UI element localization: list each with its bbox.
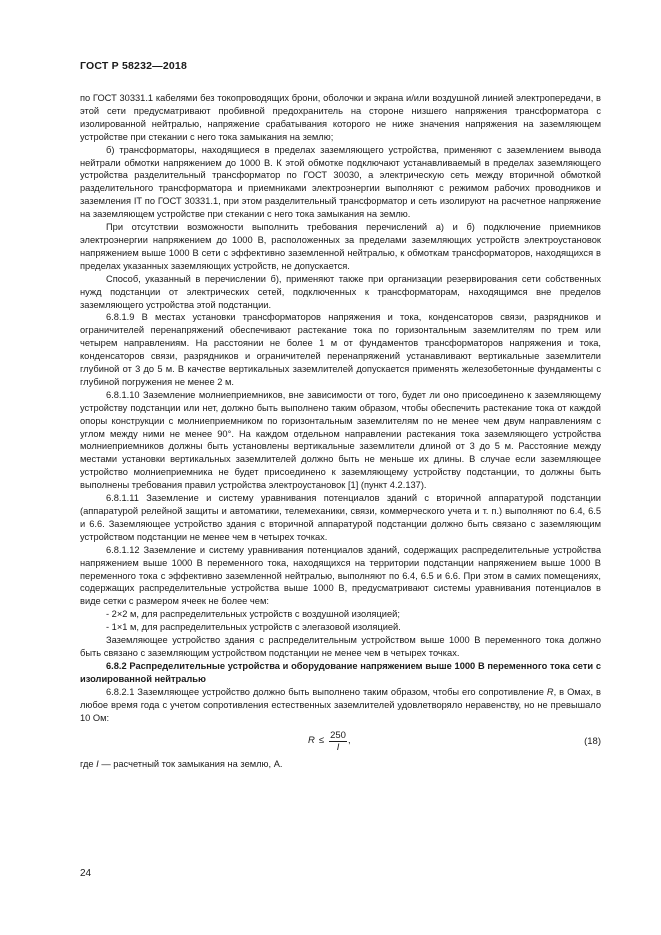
paragraph: Способ, указанный в перечислении б), применяют также при организации резервирования сети собственных нужд подстанции от электрических сетей, подключенных к трансформаторам, находящимся вне пределов заземляющего устройства этой подстанции.	[80, 273, 601, 310]
formula-lhs: R	[308, 735, 315, 747]
where-text: — расчетный ток замыкания на землю, А.	[98, 759, 283, 770]
page-body	[80, 92, 601, 771]
page-number: 24	[80, 868, 92, 879]
paragraph: 6.8.1.9 В местах установки трансформаторов напряжения и тока, конденсаторов связи, разрядников и ограничителей перенапряжений обеспечивают растекание тока по горизонтальным заземлителям по трем или четырем направлениям. На расстоянии не более 1 м от фундаментов трансформаторов напряжения и тока, конденсаторов связи, разрядников и ограничителей перенапряжений устанавливают вертикальные заземлители глубиной от 3 до 5 м. В качестве вертикальных заземлителей допускается применять железобетонные фундаменты с глубиной погружения не менее 2 м.	[80, 312, 601, 387]
paragraph: 6.8.1.12 Заземление и систему уравнивания потенциалов зданий, содержащих распределительные устройства напряжением выше 1000 В переменного тока, находящихся на территории подстанции напряжением выше 1000 В переменного тока с эффективно заземленной нейтралью, выполняют по 6.4, 6.5 и 6.6. При этом в самих помещениях, содержащих распределительные устройства выше 1000 В, предусматривают системы уравнивания потенциалов в виде сетки с размером ячеек не более чем:	[80, 544, 601, 607]
paragraph: - 1×1 м, для распределительных устройств с элегазовой изоляцией.	[106, 622, 401, 633]
variable-r: R	[546, 686, 554, 697]
paragraph: 6.8.1.11 Заземление и систему уравнивания потенциалов зданий с вторичной аппаратурой подстанции (аппаратурой релейной защиты и автоматики, телемеханики, связи, коммерческого учета и т. п.) выполняют по 6.4, 6.5 и 6.6. Заземляющее устройство здания с вторичной аппаратурой подстанции должно быть связано с заземляющим устройством подстанции не менее чем в четырех точках.	[80, 493, 601, 542]
paragraph: 6.8.1.10 Заземление молниеприемников, вне зависимости от того, будет ли оно присоединено к заземляющему устройству подстанции или нет, должно быть выполнено таким образом, чтобы обеспечить растекание тока от каждой опоры конструкции с молниеприемником по горизонтальным заземлителям по не менее чем двум направлениям с углом между ними не менее 90°. На каждом отдельном направлении растекания тока заземляющего устройства молниеприемников должны быть установлены вертикальные заземлители длиной от 3 до 5 м. Расстояние между местами установки вертикальных заземлителей должно быть не меньше их длины. В случае если заземляющее устройство молниеприемника не будет присоединено к заземляющему устройству подстанции, то должны быть выполнены требования правил устройства электроустановок [1] (пункт 4.2.137).	[80, 389, 601, 491]
paragraph-text-after: , в Омах, в любое время года с учетом сопротивления естественных заземлителей удовлетворяло неравенству, но не превышало 10 Ом:	[80, 686, 601, 723]
paragraph: 6.8.2 Распределительные устройства и оборудование напряжением выше 1000 В переменного тока сети с изолированной нейтралью	[80, 660, 601, 684]
formula-comma: ,	[347, 735, 351, 747]
where-prefix: где	[80, 759, 97, 770]
paragraph: При отсутствии возможности выполнить требования перечислений а) и б) подключение приемников электроэнергии напряжением до 1000 В, расположенных за пределами заземляющих устройств электроустановок напряжением выше 1000 В сети с эффективно заземленной нейтралью, к обмоткам трансформаторов, находящихся в пределах указанных заземляющих устройств, не допускается.	[80, 222, 601, 271]
paragraph: - 2×2 м, для распределительных устройств с воздушной изоляцией;	[106, 609, 400, 620]
formula-fraction	[329, 730, 347, 753]
formula-number: (18)	[584, 736, 601, 748]
formula-operator: ≤	[318, 735, 325, 747]
paragraph: б) трансформаторы, находящиеся в пределах заземляющего устройства, применяют с заземлением вывода нейтрали обмотки напряжением до 1000 В. К этой обмотке подключают устанавливаемый в пределах заземляющего устройства разделительный трансформатор по ГОСТ 30030, а электрическую сеть между вторичной обмоткой разделительного трансформатора и приемниками электроэнергии выполняют с режимом рабочих проводников и заземления IT по ГОСТ 30331.1, при этом разделительный трансформатор и сеть изолируют на расчетное напряжение на заземляющем устройстве при стекании с него тока замыкания на землю.	[80, 144, 601, 220]
formula-numerator: 250	[330, 730, 346, 742]
paragraph-text-before: 6.8.2.1 Заземляющее устройство должно быть выполнено таким образом, чтобы его сопротивление	[106, 686, 547, 697]
formula-denominator: I	[336, 742, 340, 754]
paragraph: по ГОСТ 30331.1 кабелями без токопроводящих брони, оболочки и экрана и/или воздушной линией электропередачи, в этой сети предусматривают пробивной предохранитель на стороне низшего напряжения трансформатора с изолированной нейтралью, напряжение срабатывания которого не ниже значения напряжения на заземляющем устройстве при стекании с него тока замыкания на землю;	[80, 93, 601, 142]
paragraph-6-8-2-1	[80, 686, 601, 725]
where-variable: I	[96, 759, 99, 770]
paragraph: Заземляющее устройство здания с распределительным устройством выше 1000 В переменного тока должно быть связано с заземляющим устройством подстанции не менее чем в четырех точках.	[80, 635, 601, 658]
where-clause	[80, 758, 601, 771]
document-header: ГОСТ Р 58232—2018	[80, 60, 188, 72]
paragraph-list	[80, 92, 601, 686]
formula-18	[80, 728, 601, 758]
formula-expression	[308, 730, 351, 753]
